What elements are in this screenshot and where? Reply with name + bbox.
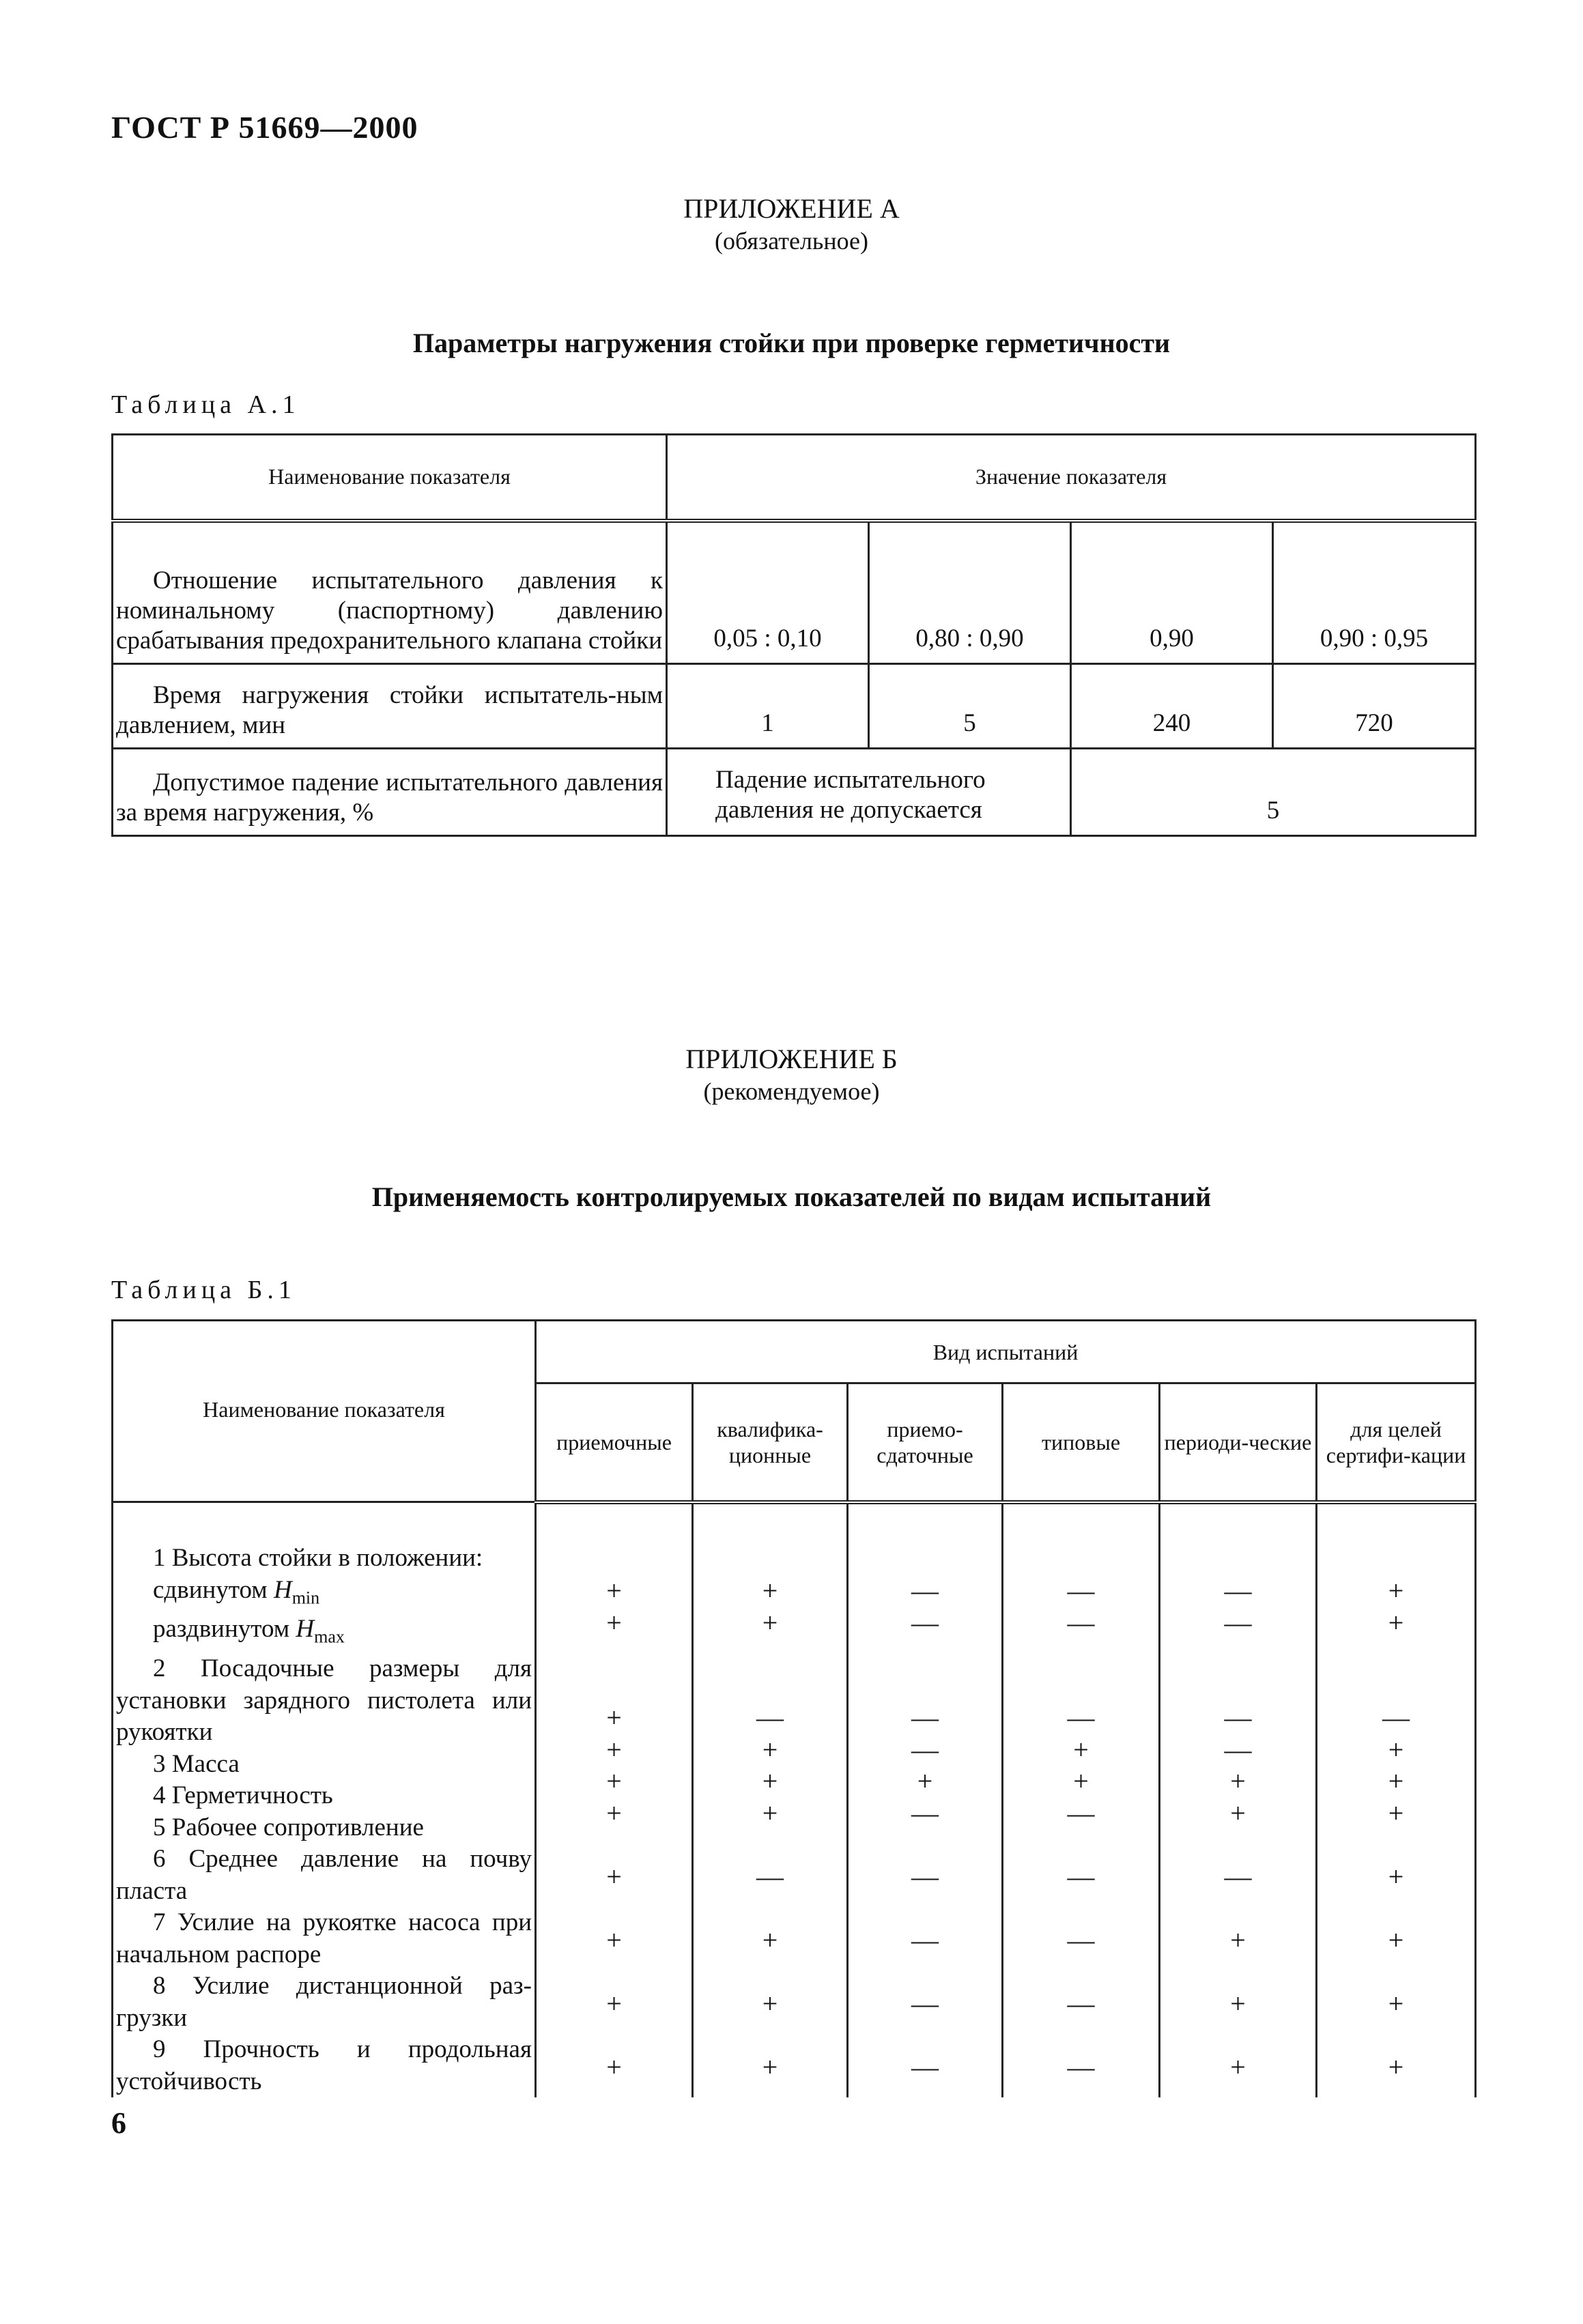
applicability-mark: +: [1230, 1988, 1246, 2019]
table-a1-header-row: [113, 435, 1476, 521]
mark-spacer: [848, 1829, 1001, 1861]
appendix-b-title: ПРИЛОЖЕНИЕ Б: [685, 1044, 898, 1074]
appendix-a-status: (обязательное): [715, 227, 868, 255]
mark-spacer: [694, 1956, 846, 1988]
table-body-row: [113, 1502, 1476, 2098]
value-cell: 5: [869, 664, 1071, 749]
value-cell: Падение испытательного давления не допускается: [667, 749, 1071, 836]
mark-spacer: [537, 1956, 691, 1988]
document-header: ГОСТ Р 51669—2000: [111, 110, 418, 145]
mark-spacer: [537, 2020, 691, 2052]
applicability-mark: +: [762, 1734, 778, 1765]
applicability-mark: —: [756, 1861, 784, 1892]
applicability-mark: +: [1388, 2051, 1404, 2082]
mark-spacer: [1003, 2020, 1158, 2052]
value-cell: 240: [1071, 664, 1273, 749]
marks-column: [1003, 1502, 1160, 2098]
appendix-a-heading: Параметры нагружения стойки при проверке герметичности: [412, 328, 1171, 358]
value-cell: 0,05 : 0,10: [667, 521, 869, 664]
mark-spacer: [1317, 1829, 1474, 1861]
applicability-mark: +: [606, 1607, 622, 1638]
mark-spacer: [694, 1829, 846, 1861]
table-a1: [111, 433, 1477, 837]
value-cell: 5: [1071, 749, 1476, 836]
applicability-mark: +: [606, 1734, 622, 1765]
applicability-mark: +: [1230, 1766, 1246, 1796]
applicability-mark: —: [1224, 1861, 1252, 1892]
mark-spacer: [537, 1671, 691, 1703]
applicability-mark: —: [1067, 1702, 1095, 1733]
applicability-mark: +: [606, 1924, 622, 1955]
value-cell: 1: [667, 664, 869, 749]
mark-spacer: [1003, 1639, 1158, 1671]
marks-column: [536, 1502, 693, 2098]
applicability-mark: —: [911, 1861, 939, 1892]
mark-spacer: [1160, 1956, 1315, 1988]
applicability-mark: —: [1224, 1702, 1252, 1733]
param-item: раздвинутом $H_{max}$: [153, 1615, 345, 1647]
marks-column: [1317, 1502, 1476, 2098]
test-types-group-header: Вид испытаний: [536, 1321, 1476, 1383]
mark-spacer: [1003, 1671, 1158, 1703]
applicability-mark: +: [1388, 1797, 1404, 1828]
mark-spacer: [1160, 2020, 1315, 2052]
param-item: 6 Среднее давление на почву пласта: [116, 1845, 532, 1905]
table-b1-group-row: [113, 1321, 1476, 1383]
applicability-mark: +: [1388, 1861, 1404, 1892]
test-type-header: приемочные: [536, 1383, 693, 1502]
test-type-header: квалифика-ционные: [693, 1383, 848, 1502]
applicability-mark: +: [1388, 1575, 1404, 1606]
mark-spacer: [1317, 2020, 1474, 2052]
param-item: 3 Масса: [153, 1749, 240, 1778]
applicability-mark: +: [1388, 1766, 1404, 1796]
applicability-mark: +: [1388, 1924, 1404, 1955]
applicability-mark: +: [606, 1766, 622, 1796]
param-item: 1 Высота стойки в положении:: [153, 1544, 483, 1572]
mark-spacer: [848, 1956, 1001, 1988]
table-a1-col-name: Наименование показателя: [113, 435, 667, 521]
mark-spacer: [1317, 1639, 1474, 1671]
applicability-mark: —: [1067, 1797, 1095, 1828]
applicability-mark: +: [762, 1575, 778, 1606]
test-type-header: периоди-ческие: [1160, 1383, 1317, 1502]
applicability-mark: +: [917, 1766, 933, 1796]
appendix-b-status: (рекомендуемое): [703, 1078, 880, 1105]
applicability-mark: +: [1230, 2051, 1246, 2082]
applicability-mark: +: [762, 1924, 778, 1955]
mark-spacer: [1160, 1671, 1315, 1703]
applicability-mark: —: [911, 1575, 939, 1606]
applicability-mark: +: [762, 1607, 778, 1638]
param-item: 8 Усилие дистанционной раз-грузки: [116, 1972, 532, 2032]
appendix-a-title: ПРИЛОЖЕНИЕ А: [683, 193, 900, 224]
mark-spacer: [694, 1544, 846, 1576]
param-list: [113, 1502, 536, 2098]
marks-column: [1160, 1502, 1317, 2098]
table-b1-label: Таблица Б.1: [111, 1276, 296, 1304]
applicability-mark: —: [756, 1702, 784, 1733]
applicability-mark: +: [606, 2051, 622, 2082]
applicability-mark: —: [911, 1607, 939, 1638]
value-cell: 0,80 : 0,90: [869, 521, 1071, 664]
applicability-mark: —: [1067, 1988, 1095, 2019]
marks-column: [848, 1502, 1003, 2098]
applicability-mark: —: [1382, 1702, 1410, 1733]
mark-spacer: [848, 1639, 1001, 1671]
marks-column: [693, 1502, 848, 2098]
mark-spacer: [537, 1544, 691, 1576]
mark-spacer: [848, 2020, 1001, 2052]
applicability-mark: +: [762, 1797, 778, 1828]
applicability-mark: +: [1388, 1988, 1404, 2019]
test-type-header: типовые: [1003, 1383, 1160, 1502]
appendix-b-heading: Применяемость контролируемых показателей по видам испытаний: [371, 1181, 1212, 1212]
applicability-mark: +: [762, 2051, 778, 2082]
applicability-mark: +: [606, 1988, 622, 2019]
mark-spacer: [1003, 1956, 1158, 1988]
param-item: 2 Посадочные размеры для установки зарядного пистолета или рукоятки: [116, 1654, 532, 1747]
applicability-mark: +: [762, 1988, 778, 2019]
applicability-mark: —: [911, 1734, 939, 1765]
table-a1-col-value: Значение показателя: [667, 435, 1476, 521]
applicability-mark: —: [1224, 1575, 1252, 1606]
mark-spacer: [1003, 1893, 1158, 1925]
table-b1-col-name: Наименование показателя: [113, 1321, 536, 1502]
mark-spacer: [537, 1893, 691, 1925]
param-name: Время нагружения стойки испытатель-ным давлением, мин: [113, 664, 667, 749]
mark-spacer: [1317, 1893, 1474, 1925]
table-row: [113, 521, 1476, 664]
applicability-mark: —: [1067, 2051, 1095, 2082]
applicability-mark: —: [911, 1702, 939, 1733]
param-name: Отношение испытательного давления к номинальному (паспортному) давлению срабатывания предохранительного клапана стойки: [113, 521, 667, 664]
test-type-header: для целей сертифи-кации: [1317, 1383, 1476, 1502]
mark-spacer: [694, 1639, 846, 1671]
applicability-mark: —: [1067, 1861, 1095, 1892]
applicability-mark: +: [1230, 1924, 1246, 1955]
mark-spacer: [537, 1829, 691, 1861]
table-b1: [111, 1319, 1477, 2097]
applicability-mark: +: [762, 1766, 778, 1796]
mark-spacer: [1160, 1829, 1315, 1861]
applicability-mark: —: [911, 1797, 939, 1828]
applicability-mark: +: [606, 1575, 622, 1606]
param-item: 5 Рабочее сопротивление: [153, 1813, 424, 1841]
applicability-mark: +: [1073, 1766, 1089, 1796]
applicability-mark: +: [606, 1702, 622, 1733]
applicability-mark: +: [606, 1861, 622, 1892]
mark-spacer: [1160, 1639, 1315, 1671]
table-row: [113, 664, 1476, 749]
applicability-mark: +: [1388, 1734, 1404, 1765]
mark-spacer: [1317, 1956, 1474, 1988]
mark-spacer: [537, 1639, 691, 1671]
applicability-mark: +: [1073, 1734, 1089, 1765]
mark-spacer: [1160, 1893, 1315, 1925]
applicability-mark: +: [606, 1797, 622, 1828]
mark-spacer: [848, 1671, 1001, 1703]
applicability-mark: +: [1388, 1607, 1404, 1638]
mark-spacer: [1317, 1544, 1474, 1576]
param-item: 4 Герметичность: [153, 1781, 333, 1810]
mark-spacer: [1003, 1829, 1158, 1861]
applicability-mark: —: [1067, 1924, 1095, 1955]
value-cell: 0,90: [1071, 521, 1273, 664]
mark-spacer: [1160, 1544, 1315, 1576]
mark-spacer: [694, 1671, 846, 1703]
page-number: 6: [111, 2106, 126, 2140]
table-a1-label: Таблица А.1: [111, 390, 300, 419]
mark-spacer: [848, 1893, 1001, 1925]
applicability-mark: —: [1224, 1734, 1252, 1765]
applicability-mark: —: [1067, 1607, 1095, 1638]
param-item: 9 Прочность и продольная устойчивость: [116, 2035, 532, 2095]
param-name: Допустимое падение испытательного давления за время нагружения, %: [113, 749, 667, 836]
applicability-mark: +: [1230, 1797, 1246, 1828]
applicability-mark: —: [911, 2051, 939, 2082]
applicability-mark: —: [1224, 1607, 1252, 1638]
applicability-mark: —: [911, 1988, 939, 2019]
param-item: 7 Усилие на рукоятке насоса при начальном распоре: [116, 1908, 532, 1968]
applicability-mark: —: [911, 1924, 939, 1955]
table-row: [113, 749, 1476, 836]
test-type-header: приемо-сдаточные: [848, 1383, 1003, 1502]
value-cell: 0,90 : 0,95: [1273, 521, 1476, 664]
applicability-mark: —: [1067, 1575, 1095, 1606]
mark-spacer: [1317, 1671, 1474, 1703]
mark-spacer: [694, 1893, 846, 1925]
mark-spacer: [1003, 1544, 1158, 1576]
mark-spacer: [848, 1544, 1001, 1576]
mark-spacer: [694, 2020, 846, 2052]
param-item: сдвинутом $H_{min}$: [153, 1575, 320, 1607]
value-cell: 720: [1273, 664, 1476, 749]
